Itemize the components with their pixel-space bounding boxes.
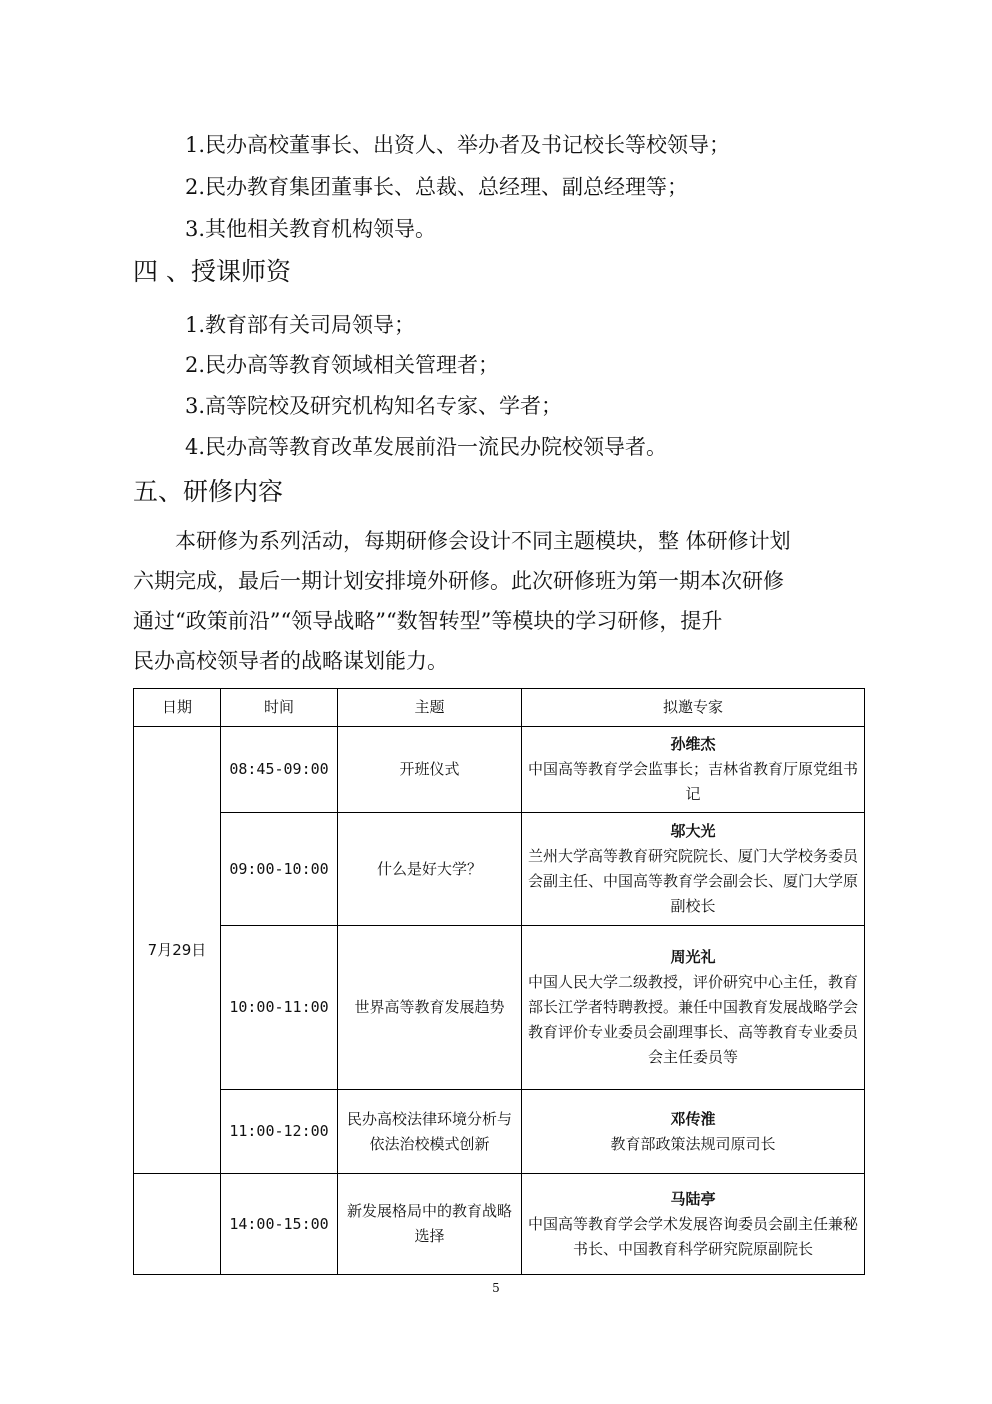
topic-cell: 什么是好大学？ <box>338 813 522 926</box>
time-cell: 14:00-15:00 <box>221 1174 338 1275</box>
expert-title: 中国人民大学二级教授，评价研究中心主任，教育部长江学者特聘教授。兼任中国教育发展战略学会教育评价专业委员会副理事长、高等教育专业委员会主任委员等 <box>528 973 859 1066</box>
paragraph-line: 通过“政策前沿”“领导战略”“数智转型”等模块的学习研修，提升 <box>133 609 723 633</box>
expert-cell <box>522 1174 865 1275</box>
time-cell: 09:00-10:00 <box>221 813 338 926</box>
content-paragraph <box>133 521 868 681</box>
expert-title: 教育部政策法规司原司长 <box>610 1134 776 1153</box>
expert-name: 邓传淮 <box>670 1109 716 1128</box>
header-expert: 拟邀专家 <box>522 689 865 727</box>
expert-title: 中国高等教育学会监事长；吉林省教育厅原党组书记 <box>528 760 859 803</box>
expert-name: 邬大光 <box>670 822 716 840</box>
schedule-table <box>133 688 865 1275</box>
expert-cell <box>522 1090 865 1174</box>
paragraph-line: 本研修为系列活动，每期研修会设计不同主题模块，整 体研修计划 <box>175 529 791 553</box>
expert-cell <box>522 813 865 926</box>
section-heading: 五、研修内容 <box>133 477 284 506</box>
header-date: 日期 <box>134 689 221 727</box>
header-time: 时间 <box>221 689 338 727</box>
table-row <box>134 727 865 813</box>
audience-item: 2.民办教育集团董事长、总裁、总经理、副总经理等； <box>185 175 689 199</box>
expert-title: 中国高等教育学会学术发展咨询委员会副主任兼秘书长、中国教育科学研究院原副院长 <box>528 1214 859 1258</box>
date-cell-empty <box>134 1174 221 1275</box>
expert-cell <box>522 727 865 813</box>
topic-cell: 民办高校法律环境分析与依法治校模式创新 <box>338 1090 522 1174</box>
topic-cell: 开班仪式 <box>338 727 522 813</box>
paragraph-line: 六期完成，最后一期计划安排境外研修。此次研修班为第一期本次研修 <box>133 569 784 593</box>
topic-cell: 新发展格局中的教育战略选择 <box>338 1174 522 1275</box>
header-topic: 主题 <box>338 689 522 727</box>
table-row <box>134 926 865 1090</box>
time-cell: 08:45-09:00 <box>221 727 338 813</box>
table-row <box>134 813 865 926</box>
expert-name: 马陆亭 <box>670 1189 716 1208</box>
table-row <box>134 1090 865 1174</box>
expert-cell <box>522 926 865 1090</box>
expert-name: 孙维杰 <box>670 735 716 753</box>
paragraph-line: 民办高校领导者的战略谋划能力。 <box>133 649 448 673</box>
faculty-item: 1.教育部有关司局领导； <box>185 313 416 337</box>
faculty-item: 2.民办高等教育领域相关管理者； <box>185 353 500 377</box>
faculty-item: 4.民办高等教育改革发展前沿一流民办院校领导者。 <box>185 435 668 459</box>
section-heading: 四 、授课师资 <box>133 257 291 286</box>
table-header-row <box>134 689 865 727</box>
faculty-item: 3.高等院校及研究机构知名专家、学者； <box>185 394 563 418</box>
table-row <box>134 1174 865 1275</box>
date-cell: 7月29日 <box>134 727 221 1174</box>
topic-cell: 世界高等教育发展趋势 <box>338 926 522 1090</box>
time-cell: 10:00-11:00 <box>221 926 338 1090</box>
expert-title: 兰州大学高等教育研究院院长、厦门大学校务委员会副主任、中国高等教育学会副会长、厦门大学原副校长 <box>528 847 859 915</box>
expert-name: 周光礼 <box>670 948 716 966</box>
audience-item: 3.其他相关教育机构领导。 <box>185 217 437 241</box>
audience-item: 1.民办高校董事长、出资人、举办者及书记校长等校领导； <box>185 133 731 157</box>
page-number: 5 <box>492 1281 500 1295</box>
time-cell: 11:00-12:00 <box>221 1090 338 1174</box>
